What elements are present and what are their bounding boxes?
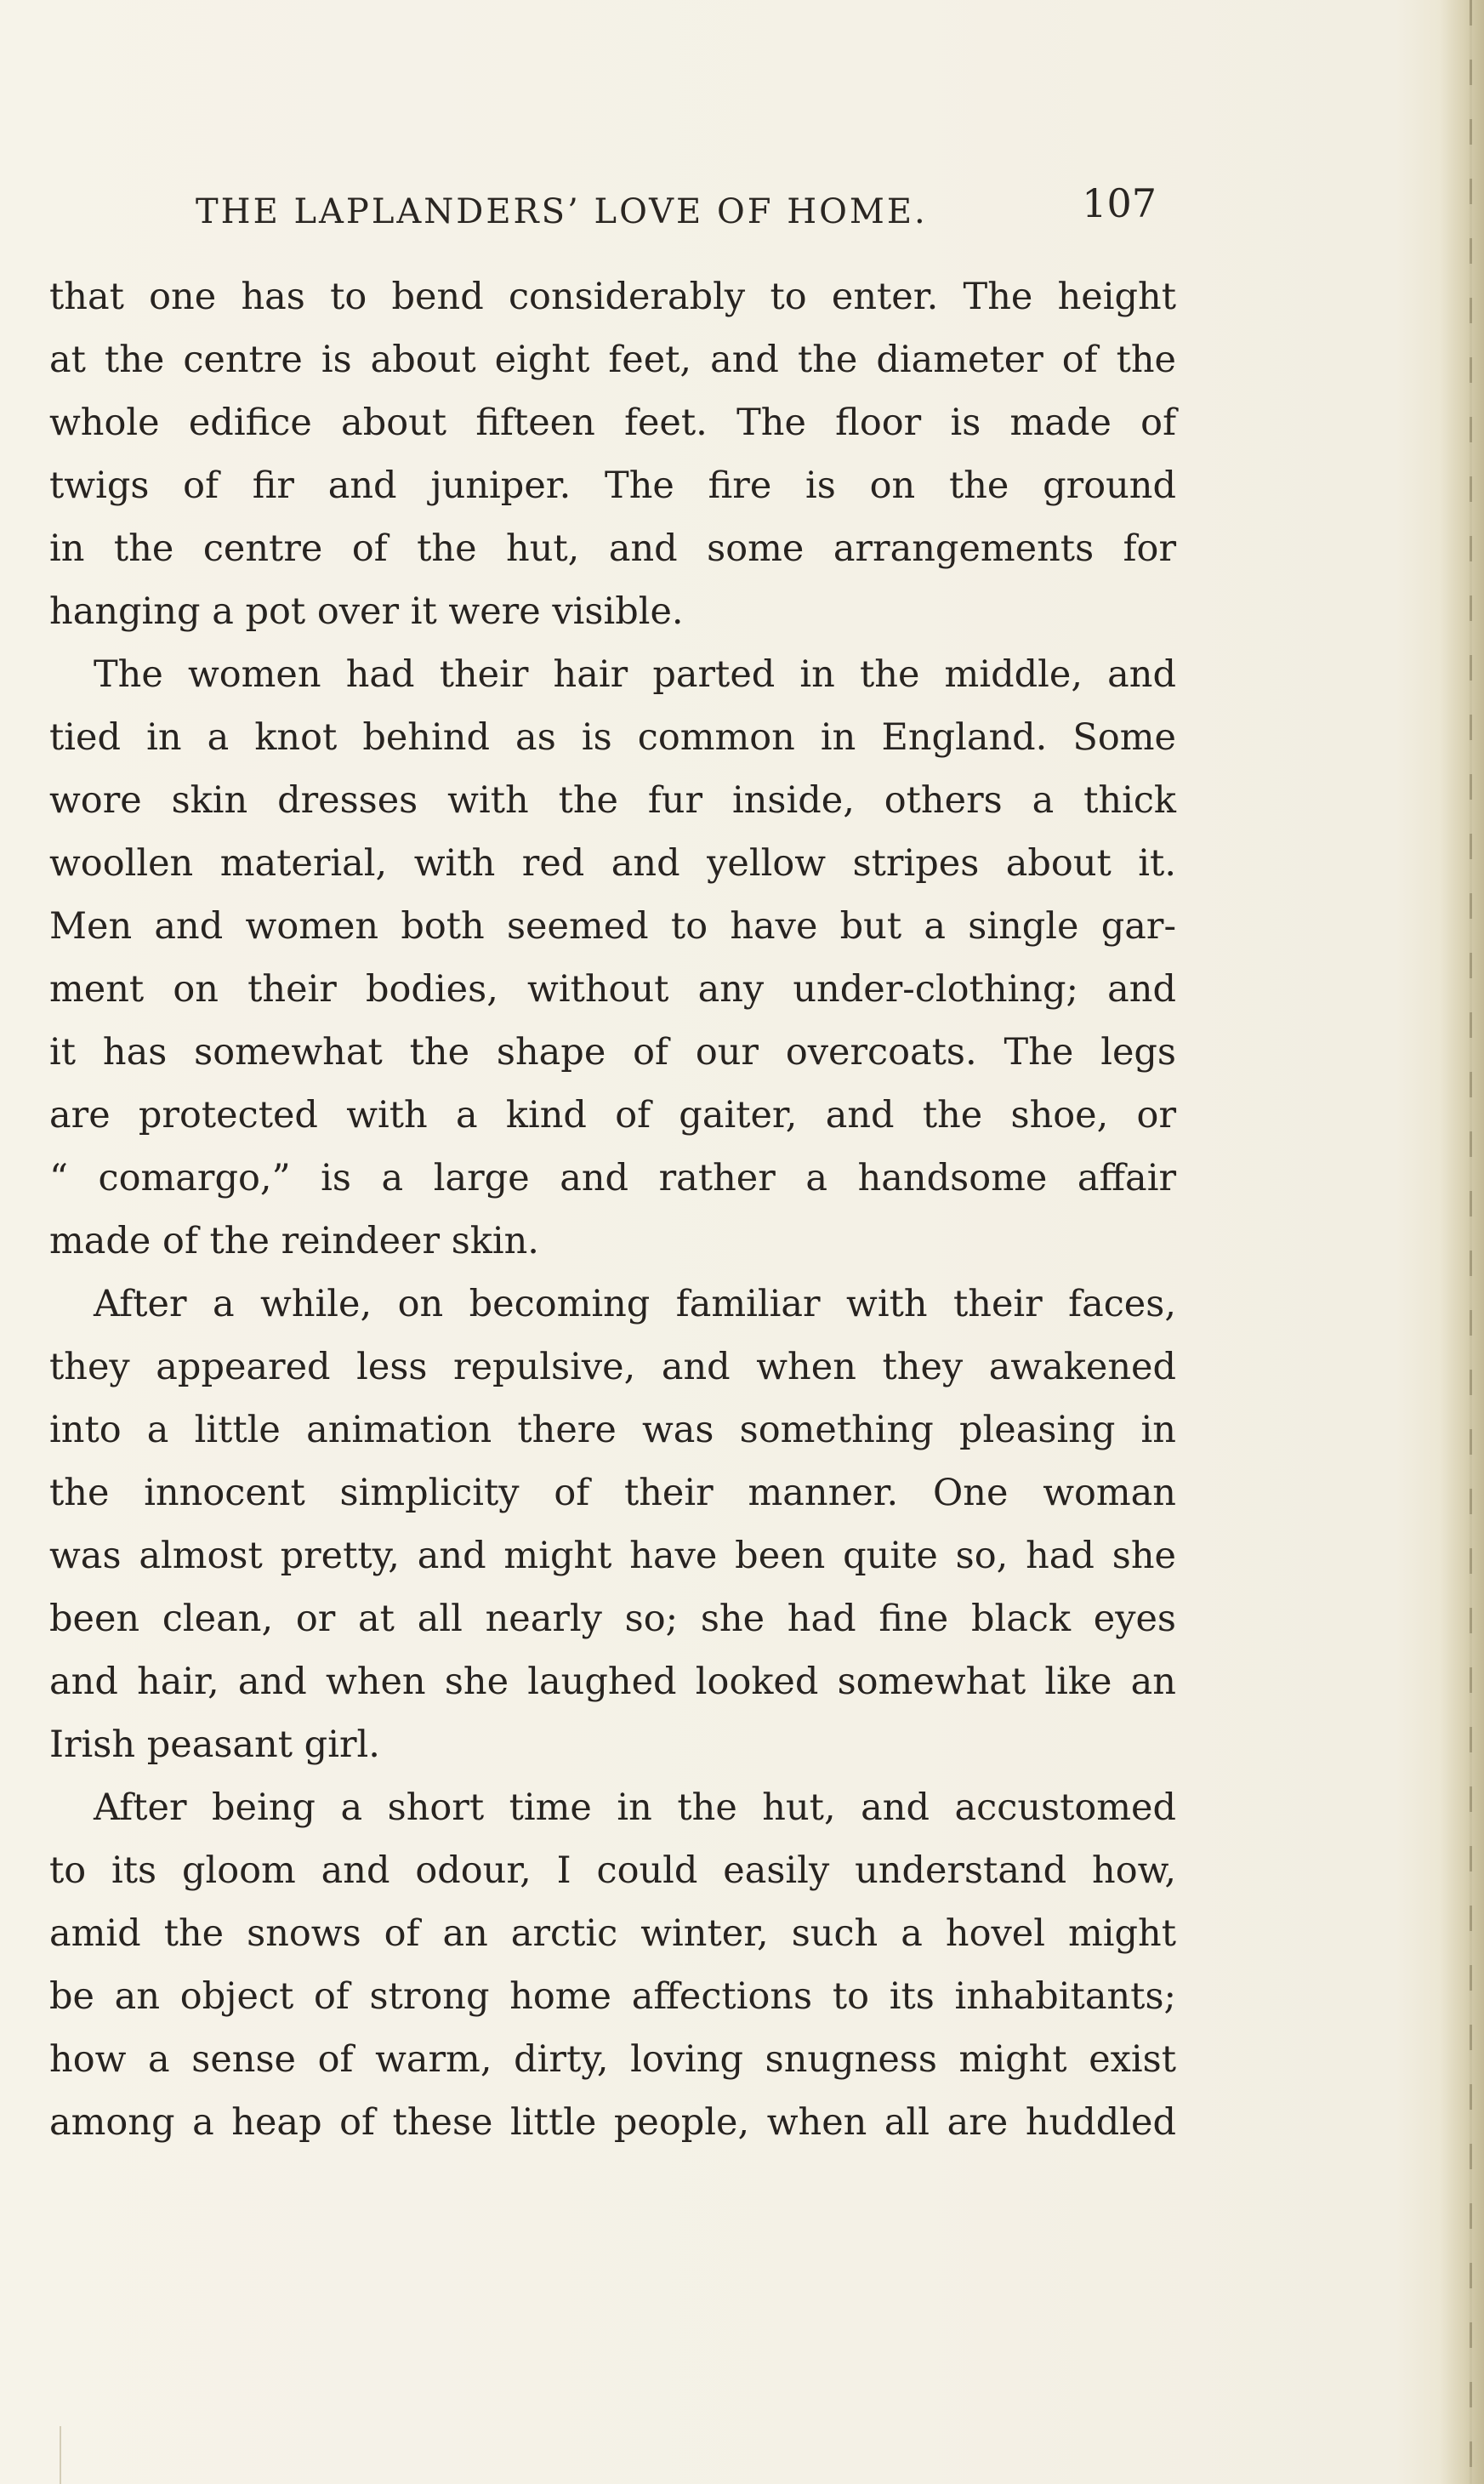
text-line: tied in a knot behind as is common in England. Some	[49, 716, 1176, 759]
text-line: After a while, on becoming familiar with their faces,	[94, 1283, 1176, 1325]
text-line: be an object of strong home affections to its inhabitants;	[49, 1975, 1176, 2018]
text-line: how a sense of warm, dirty, loving snugness might exist	[49, 2038, 1176, 2081]
text-line: hanging a pot over it were visible.	[49, 590, 684, 633]
text-line: twigs of fir and juniper. The fire is on the ground	[49, 464, 1176, 507]
text-line: and hair, and when she laughed looked somewhat like an	[49, 1661, 1176, 1703]
text-line: Irish peasant girl.	[49, 1723, 380, 1766]
page-corner-mark	[60, 2426, 78, 2484]
text-line: wore skin dresses with the fur inside, others a thick	[49, 779, 1176, 822]
text-line: been clean, or at all nearly so; she had fine black eyes	[49, 1598, 1176, 1640]
text-line: at the centre is about eight feet, and the diameter of the	[49, 339, 1176, 381]
text-line: into a little animation there was something pleasing in	[49, 1409, 1176, 1451]
text-line: the innocent simplicity of their manner. One woman	[49, 1472, 1176, 1514]
page-number: 107	[1082, 180, 1157, 226]
body-text	[49, 265, 1176, 2154]
page-header	[196, 180, 1157, 240]
text-line: After being a short time in the hut, and accustomed	[94, 1786, 1176, 1829]
text-line: “ comargo,” is a large and rather a handsome affair	[49, 1157, 1176, 1199]
page-gutter-shadow	[1440, 0, 1484, 2484]
text-line: whole edifice about fifteen feet. The floor is made of	[49, 402, 1176, 444]
text-line: among a heap of these little people, when all are huddled	[49, 2101, 1176, 2144]
text-line: Men and women both seemed to have but a single gar-	[49, 905, 1176, 948]
text-line: amid the snows of an arctic winter, such a hovel might	[49, 1912, 1176, 1955]
text-line: made of the reindeer skin.	[49, 1220, 539, 1262]
text-line: they appeared less repulsive, and when they awakened	[49, 1346, 1176, 1388]
running-head: THE LAPLANDERS’ LOVE OF HOME.	[196, 192, 928, 231]
text-line: ment on their bodies, without any under-clothing; and	[49, 968, 1176, 1011]
text-line: to its gloom and odour, I could easily understand how,	[49, 1849, 1176, 1892]
text-line: that one has to bend considerably to enter. The height	[49, 276, 1176, 318]
text-line: it has somewhat the shape of our overcoats. The legs	[49, 1031, 1176, 1074]
text-line: The women had their hair parted in the middle, and	[94, 653, 1176, 696]
text-line: in the centre of the hut, and some arrangements for	[49, 527, 1176, 570]
text-line: was almost pretty, and might have been quite so, had she	[49, 1535, 1176, 1577]
text-line: are protected with a kind of gaiter, and the shoe, or	[49, 1094, 1176, 1137]
binding-edge	[1470, 0, 1472, 2484]
text-line: woollen material, with red and yellow stripes about it.	[49, 842, 1176, 885]
